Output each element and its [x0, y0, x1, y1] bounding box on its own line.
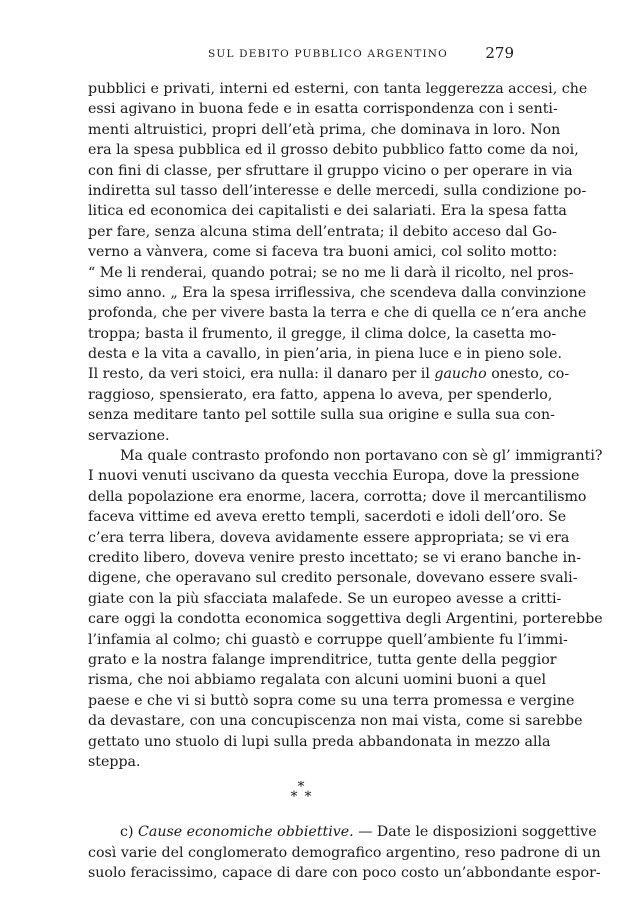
text-line: risma, che noi abbiamo regalata con alcuni uomini buoni a quel	[88, 672, 547, 689]
text-line: simo anno. „ Era la spesa irriflessiva, che scendeva dalla convinzione	[88, 284, 587, 301]
text-line: pubblici e privati, interni ed esterni, con tanta leggerezza accesi, che	[88, 81, 588, 97]
text-line: credito libero, doveva venire presto incettato; se vi erano banche in-	[88, 549, 582, 566]
text-line: gettato uno stuolo di lupi sulla preda abbandonata in mezzo alla	[88, 733, 551, 750]
text-segment: Il resto, da veri stoici, era nulla: il danaro per il	[88, 366, 435, 383]
text-line: indiretta sul tasso dell’interesse e delle mercedi, sulla condizione po-	[88, 182, 587, 199]
page-number: 279	[485, 44, 514, 62]
text-line-with-italic	[88, 364, 570, 384]
text-line: per fare, senza alcuna stima dell’entrata; il debito acceso dal Go-	[88, 223, 557, 240]
text-line: menti altruistici, propri dell’età prima, che dominava in loro. Non	[88, 121, 561, 138]
running-title: SUL DEBITO PUBBLICO ARGENTINO	[208, 48, 448, 60]
text-line: suolo feracissimo, capace di dare con poco costo un’abbondante espor-	[88, 865, 601, 882]
text-line: c’era terra libera, doveva avidamente essere appropriata; se vi era	[88, 529, 570, 546]
page-header	[88, 44, 514, 66]
body-text	[88, 79, 603, 883]
text-line: essi agivano in buona fede e in esatta corrispondenza con i senti-	[88, 101, 558, 118]
asterism-icon	[289, 781, 313, 803]
text-line: della popolazione era enorme, lacera, corrotta; dove il mercantilismo	[88, 488, 587, 505]
italic-term: gaucho	[434, 366, 487, 383]
text-line: raggioso, spensierato, era fatto, appena lo aveva, per spenderlo,	[88, 386, 553, 403]
text-line: paese e che vi si buttò sopra come su una terra promessa e vergine	[88, 692, 575, 709]
text-line: profonda, che per vivere basta la terra e che di quella ce n’era anche	[88, 305, 587, 322]
text-line: faceva vittime ed aveva eretto templi, sacerdoti e idoli dell’oro. Se	[88, 509, 567, 526]
text-line: giate con la più sfacciata malafede. Se un europeo avesse a critti-	[88, 590, 562, 607]
asterism-divider	[88, 772, 514, 812]
text-line: così varie del conglomerato demografico argentino, reso padrone di un	[88, 844, 601, 861]
text-line: desta e la vita a cavallo, in pien’aria, in piena luce e in pieno sole.	[88, 346, 563, 363]
section-heading-line	[88, 822, 597, 842]
svg-text:*: *	[304, 789, 312, 804]
text-line: “ Me li renderai, quando potrai; se no me li darà il ricolto, nel pros-	[88, 264, 574, 281]
section-title: Cause economiche obbiettive.	[138, 824, 354, 841]
text-segment: onesto, co-	[486, 366, 570, 383]
svg-text:*: *	[290, 789, 298, 804]
text-line: digene, che operavano sul credito personale, dovevano essere svali-	[88, 570, 578, 587]
text-line: I nuovi venuti uscivano da questa vecchia Europa, dove la pressione	[88, 468, 580, 485]
text-line: servazione.	[88, 427, 170, 444]
text-line: litica ed economica dei capitalisti e dei salariati. Era la spesa fatta	[88, 203, 567, 220]
text-line: troppa; basta il frumento, il gregge, il clima dolce, la casetta mo-	[88, 325, 557, 342]
section-label: c)	[120, 824, 134, 841]
text-line: era la spesa pubblica ed il grosso debito pubblico fatto come da noi,	[88, 142, 579, 159]
text-line: senza meditare tanto pel sottile sulla sua origine e sulla sua con-	[88, 407, 555, 424]
text-line: care oggi la condotta economica soggettiva degli Argentini, porterebbe	[88, 611, 603, 628]
section-c	[88, 822, 601, 883]
text-line: verno a vànvera, come si faceva tra buoni amici, col solito motto:	[88, 244, 558, 261]
svg-text:*: *	[297, 781, 305, 796]
text-line: steppa.	[88, 753, 141, 770]
paragraph-2	[88, 446, 603, 772]
text-line: Ma quale contrasto profondo non portavano con sè gl’ immigranti?	[120, 448, 603, 465]
paragraph-1	[88, 79, 588, 446]
text-line: l’infamia al colmo; chi guastò e corruppe quell’ambiente fu l’immi-	[88, 631, 568, 648]
text-segment: — Date le disposizioni soggettive	[353, 824, 597, 841]
text-line: da devastare, con una concupiscenza non mai vista, come si sarebbe	[88, 713, 583, 730]
text-line: grato e la nostra falange imprenditrice, tutta gente della peggior	[88, 651, 557, 668]
text-line: con fini di classe, per sfruttare il gruppo vicino o per operare in via	[88, 162, 573, 179]
